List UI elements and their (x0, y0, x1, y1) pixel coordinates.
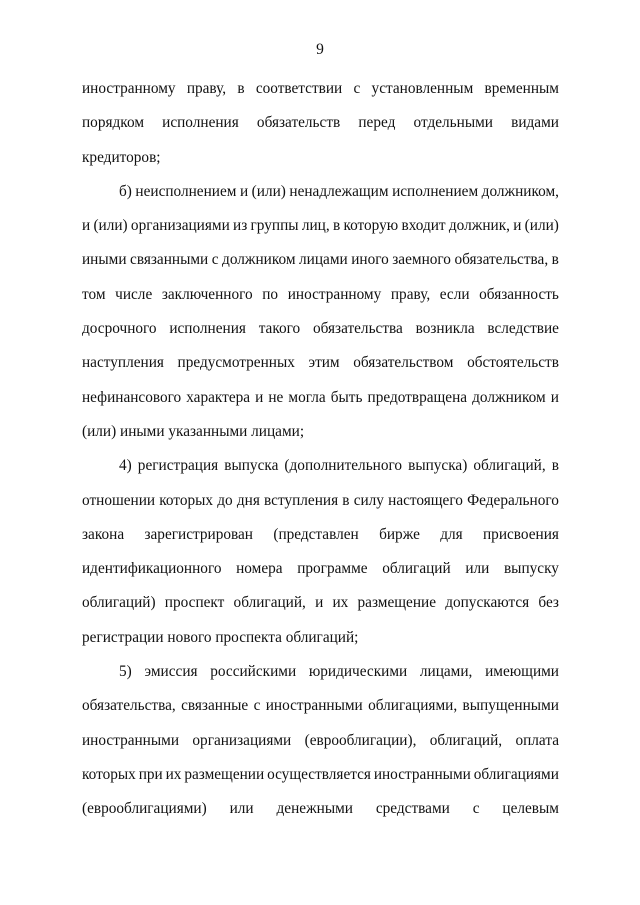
word: вступления (264, 491, 339, 509)
word: средствами (375, 800, 450, 818)
word: выпуска) (408, 457, 468, 475)
word: должник, (448, 217, 510, 235)
word: группы (250, 217, 299, 235)
word: 5) (119, 663, 132, 681)
word: характера (186, 388, 251, 406)
word: такого (258, 320, 301, 338)
word: и (82, 217, 91, 235)
word: номера (236, 560, 283, 578)
word: входит (401, 217, 446, 235)
word: если (439, 285, 470, 303)
word: обязательств (256, 114, 341, 132)
text-line (82, 249, 559, 283)
word: и (315, 594, 324, 612)
word: настоящего (388, 491, 463, 509)
word: (или) (93, 217, 128, 235)
word: видами (511, 114, 559, 132)
word: заемного (392, 251, 451, 269)
word: Федерального (467, 491, 559, 509)
word: осуществляется (267, 765, 371, 783)
text-line (82, 764, 559, 798)
word: с (472, 800, 480, 818)
word: праву, (186, 80, 227, 97)
word: размещение (357, 594, 436, 612)
word: эмиссия (144, 663, 198, 681)
word: исполнения (169, 320, 246, 338)
word: их (165, 765, 182, 783)
word: и (239, 182, 249, 200)
word: досрочного (82, 320, 157, 338)
word: регистрация (137, 457, 219, 475)
word: выпуску (503, 560, 559, 578)
word: (представлен (273, 525, 359, 543)
word: лицами, (419, 663, 473, 681)
word: установленным (371, 80, 474, 97)
word: российскими (210, 663, 297, 681)
word: отношении (82, 491, 156, 509)
word: бирже (379, 525, 420, 543)
word: связанные (181, 697, 249, 715)
word: и (255, 388, 264, 406)
word: иностранными (82, 731, 180, 749)
word: их (332, 594, 349, 612)
text-line (82, 798, 559, 832)
word: возникла (415, 320, 475, 338)
word: имеющими (485, 663, 559, 681)
word: облигаций, (473, 457, 546, 475)
text-line (82, 592, 559, 626)
word: до (217, 491, 233, 509)
text-line: регистрации нового проспекта облигаций; (82, 628, 359, 646)
word: в (551, 457, 559, 475)
word: которых (82, 765, 136, 783)
word: в (551, 251, 559, 269)
word: в (237, 80, 245, 97)
word: зарегистрирован (144, 525, 253, 543)
word: иного (351, 251, 389, 269)
word: присвоения (483, 525, 559, 543)
text-line (82, 318, 559, 352)
word: с (353, 80, 361, 97)
text-line (82, 352, 559, 386)
word: иностранными (265, 697, 363, 715)
word: или (465, 560, 490, 578)
word: порядком (82, 114, 144, 132)
word: могла (288, 388, 326, 406)
word: перед (358, 114, 396, 132)
word: связанными (130, 251, 209, 269)
word: (или) (251, 182, 286, 200)
text-line (82, 215, 559, 249)
word: и (513, 217, 522, 235)
text-line (82, 490, 559, 524)
word: проспект (164, 594, 225, 612)
word: быть (330, 388, 363, 406)
word: целевым (502, 800, 559, 818)
word: иными (82, 251, 127, 269)
word: иностранному (82, 80, 176, 97)
word: обстоятельств (467, 354, 559, 372)
word: предотвращена (367, 388, 468, 406)
word: с (253, 697, 261, 715)
word: облигаций, (429, 731, 503, 749)
word: лицами (299, 251, 348, 269)
text-line (82, 661, 559, 695)
word: иностранными (373, 765, 471, 783)
word: 4) (119, 457, 132, 475)
word: иностранному (287, 285, 382, 303)
word: обязательства, (82, 697, 176, 715)
word: дня (236, 491, 260, 509)
word: и (550, 388, 559, 406)
word: должником, (481, 182, 559, 200)
text-line (82, 524, 559, 558)
word: которую (343, 217, 399, 235)
word: программе (297, 560, 368, 578)
word: по (262, 285, 279, 303)
word: денежными (276, 800, 353, 818)
text-line (82, 558, 559, 592)
word: облигаций (382, 560, 451, 578)
word: не (268, 388, 284, 406)
word: (или) (524, 217, 559, 235)
word: при (138, 765, 163, 783)
word: том (82, 285, 106, 303)
word: идентификационного (82, 560, 222, 578)
word: обязательства (312, 320, 403, 338)
word: нефинансового (82, 388, 182, 406)
text-line (82, 284, 559, 318)
word: (еврооблигации), (304, 731, 417, 749)
word: облигаций) (82, 594, 156, 612)
word: организациями (130, 217, 230, 235)
word: заключенного (161, 285, 253, 303)
word: или (229, 800, 254, 818)
word: должником (472, 388, 546, 406)
text-line (82, 78, 559, 112)
word: допускаются (445, 594, 530, 612)
text-line: (или) иными указанными лицами; (82, 422, 305, 440)
word: в (332, 217, 341, 235)
word: должником (222, 251, 296, 269)
word: юридическими (308, 663, 408, 681)
word: исполнения (162, 114, 239, 132)
word: временным (484, 80, 559, 97)
word: с (211, 251, 219, 269)
word: обязательства, (454, 251, 549, 269)
word: в (342, 491, 350, 509)
word: отдельными (413, 114, 493, 132)
word: которых (159, 491, 214, 509)
text-line: кредиторов; (82, 148, 161, 166)
word: облигациями, (368, 697, 458, 715)
word: лиц, (301, 217, 330, 235)
text-line (82, 455, 559, 489)
word: организациями (192, 731, 292, 749)
text-line (82, 695, 559, 729)
document-body (82, 78, 559, 833)
word: наступления (82, 354, 164, 372)
word: размещении (184, 765, 265, 783)
word: вследствие (487, 320, 559, 338)
word: оплата (515, 731, 559, 749)
word: числе (115, 285, 153, 303)
word: для (440, 525, 463, 543)
word: облигациями (473, 765, 559, 783)
word: неисполнением (135, 182, 237, 200)
text-line (82, 181, 559, 215)
word: соответствии (255, 80, 343, 97)
word: этим (308, 354, 340, 372)
word: (дополнительного (284, 457, 403, 475)
word: из (233, 217, 248, 235)
page-number: 9 (316, 41, 324, 58)
text-line (82, 387, 559, 421)
word: предусмотренных (177, 354, 295, 372)
word: выпущенными (462, 697, 559, 715)
word: праву, (390, 285, 431, 303)
word: закона (82, 525, 125, 543)
word: исполнением (392, 182, 479, 200)
word: обязательством (353, 354, 454, 372)
word: без (538, 594, 559, 612)
word: выпуска (224, 457, 279, 475)
word: облигаций, (233, 594, 306, 612)
word: (еврооблигациями) (82, 800, 207, 818)
word: обязанность (479, 285, 559, 303)
text-line (82, 730, 559, 764)
text-line (82, 112, 559, 146)
word: ненадлежащим (289, 182, 389, 200)
word: силу (353, 491, 384, 509)
word: б) (119, 182, 132, 200)
